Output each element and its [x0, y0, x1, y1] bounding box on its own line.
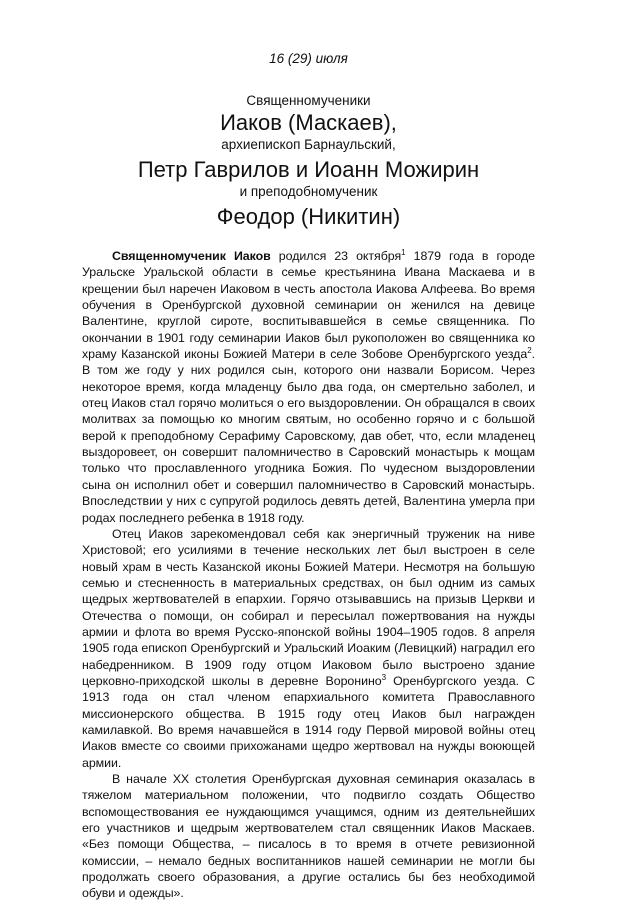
feast-date: 16 (29) июля [269, 51, 348, 66]
title-line-venerable-martyr: и преподобномученик [239, 184, 378, 199]
footnote-ref-2[interactable]: 2 [527, 345, 532, 355]
title-line-hieromartyrs: Священномученики [246, 93, 371, 108]
paragraph-text: В начале XX столетия Оренбургская духовная семинария оказалась в тяжелом материальном положении, что подвигло создать Общество вспомоществования ее нуждающимся учащимся, одним из деятельнейших его участников и щедрым жертвователем стал священник Иаков Маскаев. «Без помощи Общества, – писалось в то время в отчете ревизионной комиссии, – немало бедных воспитанников нашей семинарии не могли бы продолжать своего образования, а другие остались бы без необходимой обуви и одежды». [82, 772, 535, 901]
paragraph-text: . В том же году у них родился сын, которого они назвали Борисом. Через некоторое время, когда младенцу было два года, он смертельно заболел, и отец Иаков стал горячо молиться о его выздоровлении. Он обращался в своих молитвах за помощью ко многим святым, но особенно горячо и с большой верой к преподобному Серафиму Саровскому, дав обет, что, если младенец выздоровеет, он совершит паломничество в Саровский монастырь к мощам только что прославленного угодника Божия. По чудесном выздоровлении сына он исполнил обет и совершил паломничество в Саровский монастырь. Впоследствии у них с супругой родилось девять детей, Валентина умерла при родах последнего ребенка в 1918 году. [82, 347, 535, 525]
paragraph-text: 1879 года в городе Уральске Уральской области в семье крестьянина Ивана Маскаева и в крещении был наречен Иаковом в честь апостола Иакова Алфеева. Во время обучения в Оренбургской духовной семинарии он женился на девице Валентине, круглой сироте, воспитывавшейся в семье священника. По окончании в 1901 году семинарии Иаков был рукоположен во священника ко храму Казанской иконы Божией Матери в селе Зобове Оренбургского уезда [82, 249, 535, 362]
paragraph-2 [82, 526, 535, 771]
title-name-feodor: Феодор (Никитин) [216, 204, 401, 229]
paragraph-3 [82, 771, 535, 902]
paragraph-1 [82, 248, 535, 526]
footnote-ref-3[interactable]: 3 [381, 672, 386, 682]
paragraph-lead: Священномученик Иаков [112, 249, 271, 263]
title-line-archbishop: архиепископ Барнаульский, [221, 137, 396, 152]
paragraph-text: родился 23 октября [270, 249, 402, 263]
title-name-iakov: Иаков (Маскаев), [220, 110, 397, 135]
title-block [82, 92, 535, 230]
paragraph-text: Оренбургского уезда. С 1913 года он стал членом епархиального комитета Православного миссионерского общества. В 1915 году отец Иаков был награжден камилавкой. Во время начавшейся в 1914 году Первой мировой войны отец Иаков вместе со своими прихожанами щедро жертвовал на нужды воюющей армии. [82, 673, 535, 770]
body-text [82, 248, 535, 902]
paragraph-text: Отец Иаков зарекомендовал себя как энергичный труженик на ниве Христовой; его усилиями в течение нескольких лет был выстроен в селе новый храм в честь Казанской иконы Божией Матери. Несмотря на большую семью и стесненность в материальных средствах, он был одним из самых щедрых жертвователей в епархии. Горячо отзывавшись на призыв Церкви и Отечества о помощи, он собирал и пересылал пожертвования на нужды армии и флота во время Русско-японской войны 1904–1905 годов. 8 апреля 1905 года епископ Оренбургский и Уральский Иоаким (Левицкий) наградил его набедренником. В 1909 году отцом Иаковом было выстроено здание церковно-приходской школы в деревне Воронино [82, 526, 535, 688]
footnote-ref-1[interactable]: 1 [401, 247, 406, 257]
title-names-petr-ioann: Петр Гаврилов и Иоанн Можирин [137, 157, 480, 182]
